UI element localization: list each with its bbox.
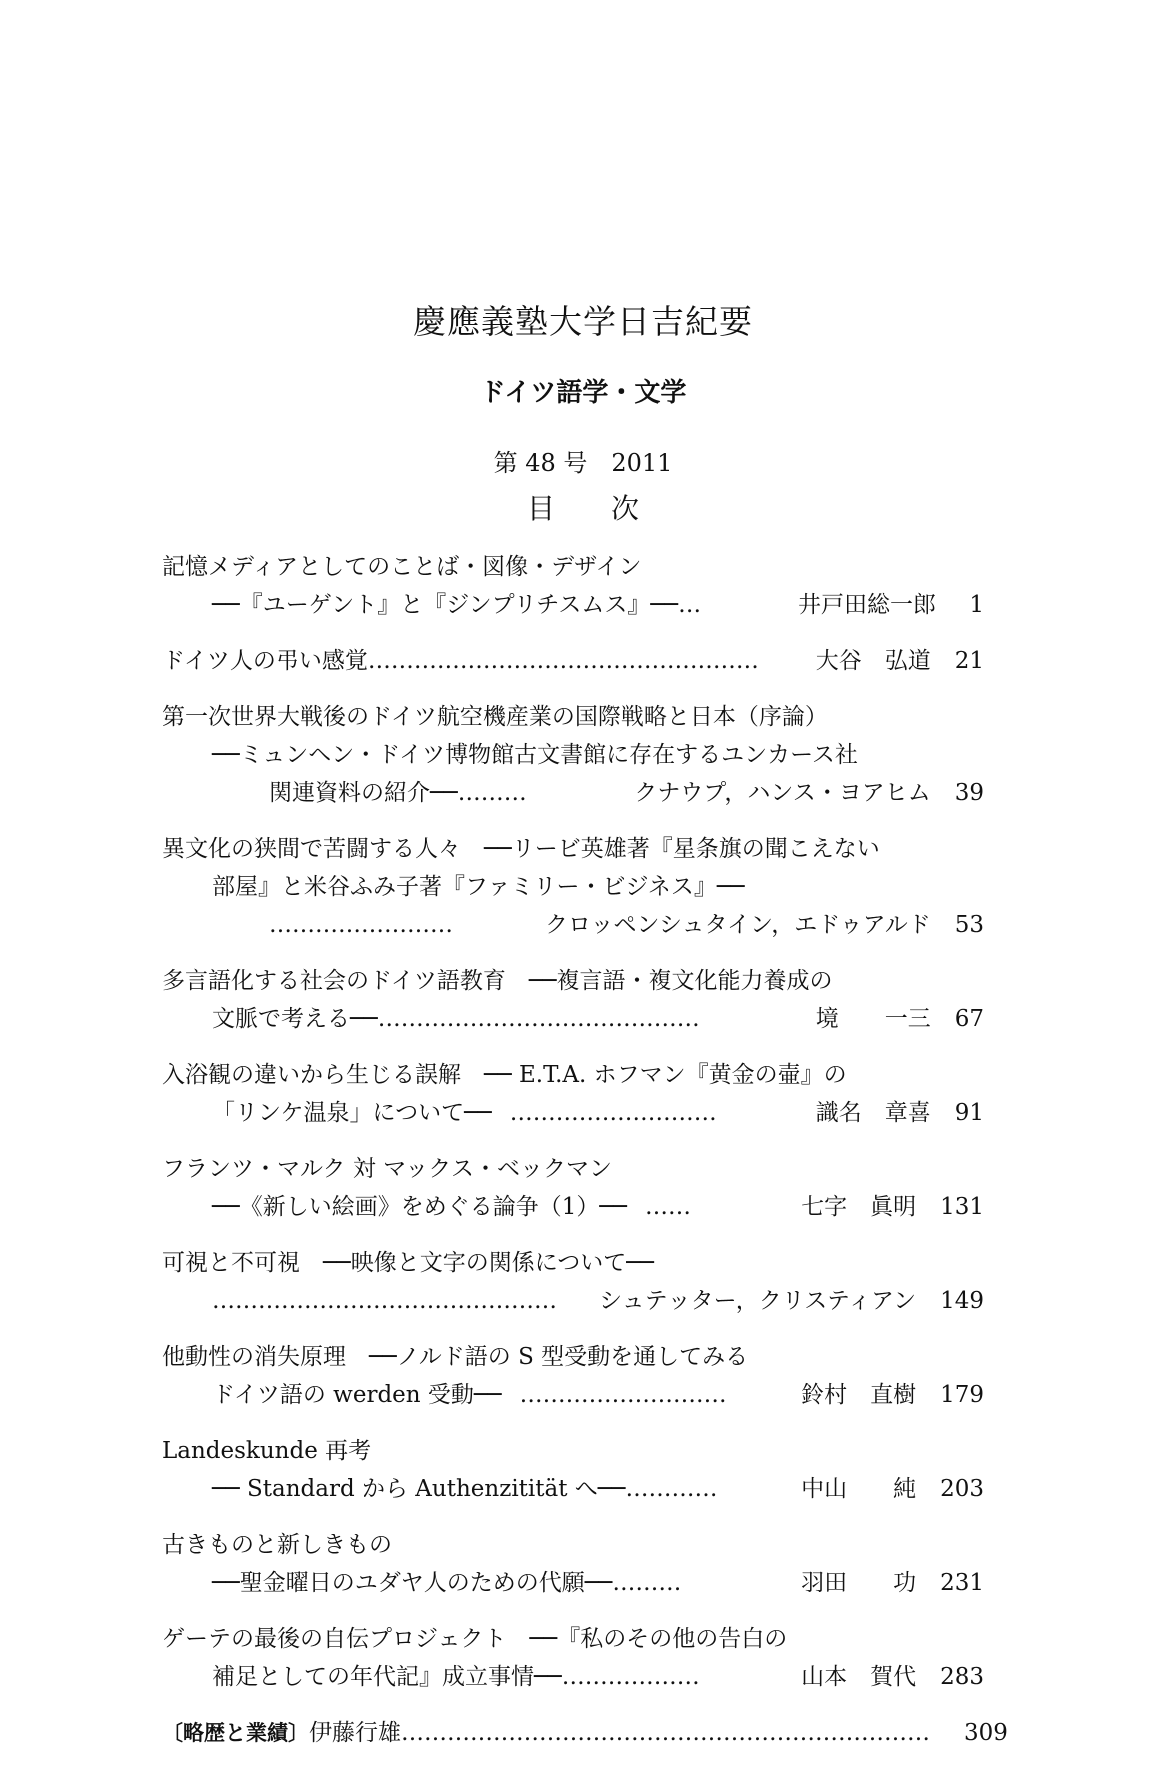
entry-title: フランツ・マルク 対 マックス・ベックマン	[162, 1156, 613, 1182]
entry-page: 91	[954, 1100, 984, 1126]
entry-subtitle: ──聖金曜日のユダヤ人のための代願──	[212, 1570, 613, 1596]
entry-title: ドイツ人の弔い感覚	[162, 648, 368, 674]
entry-subtitle: 部屋』と米谷ふみ子著『ファミリー・ビジネス』──	[212, 874, 745, 900]
entry-author: 山本 賀代	[801, 1664, 917, 1690]
entry-leader: ………	[457, 780, 527, 806]
entry-leader: ……………………	[269, 912, 453, 938]
journal-title: 慶應義塾大学日吉紀要	[413, 302, 753, 341]
toc-entry-biography	[162, 1714, 1008, 1752]
biography-name: 伊藤行雄	[309, 1720, 401, 1746]
entry-subtitle: ──ミュンヘン・ドイツ博物館古文書館に存在するユンカース社	[212, 742, 858, 768]
entry-page: 203	[940, 1476, 984, 1502]
entry-leader: ………	[612, 1570, 682, 1596]
entry-subtitle: 補足としての年代記』成立事情──	[212, 1664, 562, 1690]
entry-page: 21	[954, 648, 984, 674]
toc-heading: 目次	[526, 492, 695, 525]
entry-page: 67	[954, 1006, 984, 1032]
toc-entry	[162, 1150, 984, 1226]
entry-leader: …	[678, 592, 702, 618]
toc-entry	[162, 1620, 984, 1696]
entry-author: 羽田 功	[801, 1570, 917, 1596]
entry-subtitle: 「リンケ温泉」について──	[212, 1100, 492, 1126]
toc-entry	[162, 962, 984, 1038]
entry-author: 鈴村 直樹	[801, 1382, 917, 1408]
entry-title: 可視と不可視 ──映像と文字の関係について──	[162, 1250, 654, 1276]
entry-author: 識名 章喜	[815, 1100, 931, 1126]
entry-leader: ……………………………………………	[367, 648, 759, 674]
toc-entry	[162, 1432, 984, 1508]
toc-entry	[162, 1056, 984, 1132]
toc-entry	[162, 830, 984, 944]
entry-page: 149	[940, 1288, 984, 1314]
entry-title: Landeskunde 再考	[162, 1438, 372, 1464]
entry-title: 異文化の狭間で苦闘する人々 ──リービ英雄著『星条旗の聞こえない	[162, 836, 880, 862]
entry-page: 131	[940, 1194, 984, 1220]
toc-entry	[162, 548, 984, 624]
entry-subtitle: ドイツ語の werden 受動──	[212, 1382, 502, 1408]
entry-page: 283	[940, 1664, 984, 1690]
toc-entry	[162, 642, 984, 680]
toc-entry	[162, 1244, 984, 1320]
entry-author: 境 一三	[815, 1006, 931, 1032]
entry-title: 第一次世界大戦後のドイツ航空機産業の国際戦略と日本（序論）	[162, 704, 828, 730]
journal-subtitle: ドイツ語学・文学	[479, 378, 687, 408]
entry-leader: …………	[625, 1476, 718, 1502]
entry-title: ゲーテの最後の自伝プロジェクト ──『私のその他の告白の	[162, 1626, 788, 1652]
entry-author: クナウプ，ハンス・ヨアヒム	[634, 780, 931, 806]
entry-leader: ………………………	[509, 1100, 717, 1126]
toc-entry	[162, 1338, 984, 1414]
entry-leader: ……………………………………………………………	[401, 1720, 930, 1746]
entry-leader: ……………………………………	[377, 1006, 700, 1032]
biography-label: 〔略歴と業績〕	[162, 1721, 309, 1745]
entry-subtitle: ──『ユーゲント』と『ジンプリチスムス』──	[212, 592, 679, 618]
entry-title: 多言語化する社会のドイツ語教育 ──複言語・複文化能力養成の	[162, 968, 833, 994]
entry-page: 179	[940, 1382, 984, 1408]
entry-subtitle: ──《新しい絵画》をめぐる論争（1）──	[212, 1194, 628, 1220]
issue-number: 第 48 号 2011	[493, 449, 673, 477]
entry-author: 七字 眞明	[801, 1194, 917, 1220]
toc-entry	[162, 1526, 984, 1602]
entry-author: シュテッター，クリスティアン	[599, 1288, 917, 1314]
entry-page: 231	[940, 1570, 984, 1596]
entry-page: 309	[964, 1720, 1008, 1746]
entry-leader: ……	[645, 1194, 692, 1220]
entry-page: 39	[954, 780, 984, 806]
entry-title: 入浴観の違いから生じる誤解 ── E.T.A. ホフマン『黄金の壷』の	[162, 1062, 847, 1088]
entry-author: 井戸田総一郎	[798, 592, 936, 618]
entry-title: 他動性の消失原理 ──ノルド語の S 型受動を通してみる	[162, 1344, 749, 1370]
entry-subtitle-cont: 関連資料の紹介──	[269, 780, 458, 806]
entry-page: 1	[969, 592, 984, 618]
entry-subtitle: ── Standard から Authenzitität へ──	[212, 1476, 626, 1502]
entry-author: クロッペンシュタイン，エドゥアルド	[545, 912, 931, 938]
toc-entry	[162, 698, 984, 812]
entry-author: 大谷 弘道	[815, 648, 931, 674]
entry-author: 中山 純	[801, 1476, 917, 1502]
entry-leader: ………………………	[519, 1382, 727, 1408]
entry-leader: ………………	[561, 1664, 700, 1690]
entry-page: 53	[954, 912, 984, 938]
entry-leader: ………………………………………	[212, 1288, 557, 1314]
table-of-contents	[162, 548, 1008, 1770]
entry-subtitle: 文脈で考える──	[212, 1006, 378, 1032]
entry-title: 古きものと新しきもの	[162, 1532, 392, 1558]
entry-title: 記憶メディアとしてのことば・図像・デザイン	[162, 554, 642, 580]
